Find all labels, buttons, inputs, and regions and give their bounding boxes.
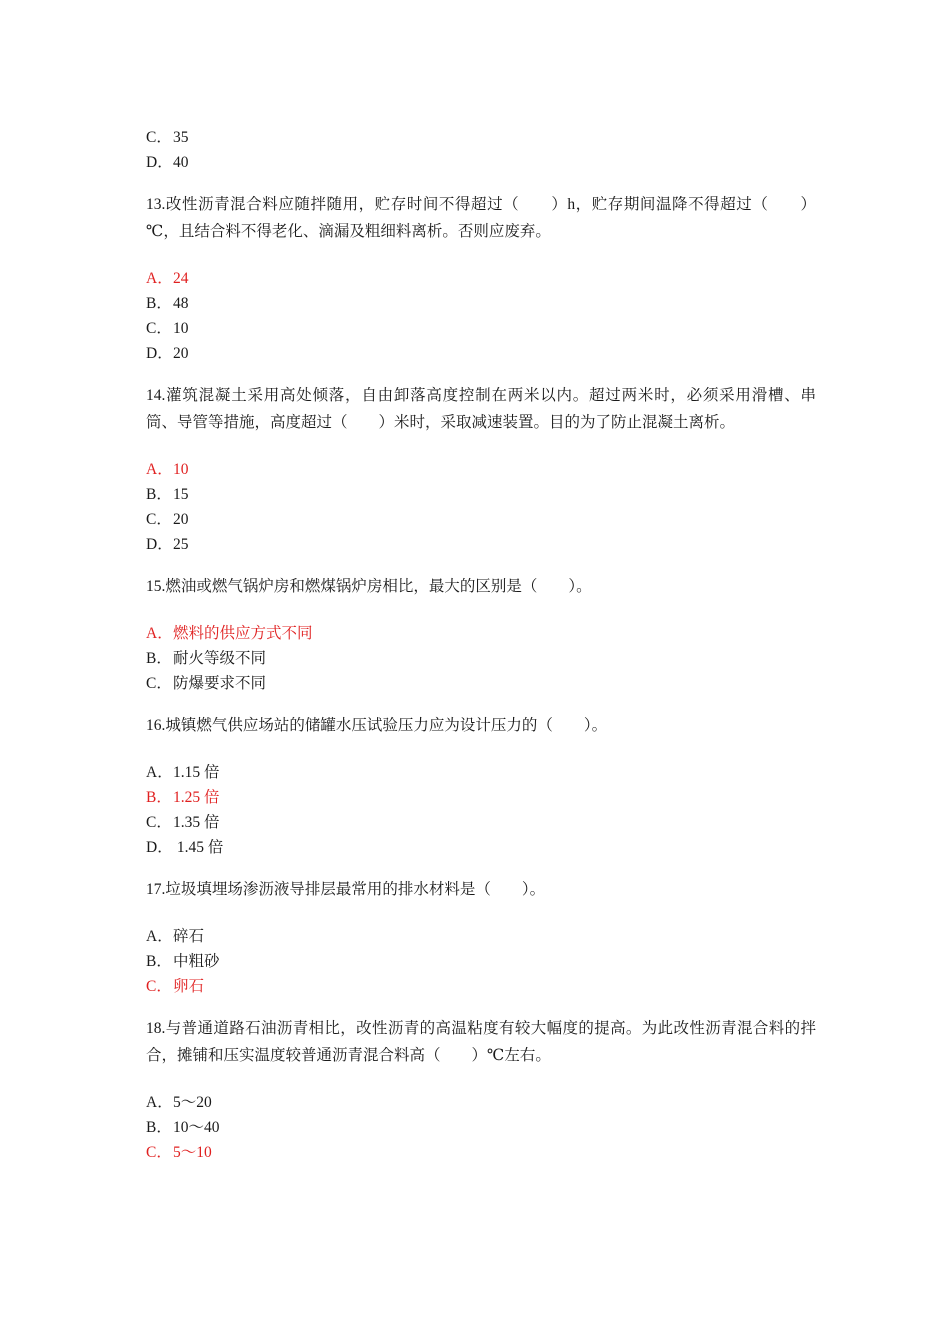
option-list	[146, 621, 816, 696]
option-list	[146, 1090, 816, 1165]
option-d: D．40	[146, 154, 189, 171]
option: B．15	[146, 486, 189, 503]
option-list	[146, 760, 816, 860]
question-text: 18.与普通道路石油沥青相比，改性沥青的高温粘度有较大幅度的提高。为此改性沥青混合料的拌合，摊铺和压实温度较普通沥青混合料高（ ）℃左右。	[146, 1020, 816, 1064]
question-text: 14.灌筑混凝土采用高处倾落，自由卸落高度控制在两米以内。超过两米时，必须采用滑槽、串筒、导管等措施，高度超过（ ）米时，采取减速装置。目的为了防止混凝土离析。	[146, 387, 816, 431]
question-list	[146, 191, 816, 1165]
option-list	[146, 924, 816, 999]
option-c: C．35	[146, 129, 189, 146]
option: C．10	[146, 320, 189, 337]
option: C．防爆要求不同	[146, 675, 267, 692]
option-list	[146, 266, 816, 366]
option: A．5～20	[146, 1094, 212, 1111]
option: D． 1.45 倍	[146, 839, 224, 856]
option: A．1.15 倍	[146, 764, 220, 781]
question-text: 17.垃圾填埋场渗沥液导排层最常用的排水材料是（ ）。	[146, 881, 546, 898]
option: C．20	[146, 511, 189, 528]
document-page	[146, 125, 816, 1165]
question-text: 16.城镇燃气供应场站的储罐水压试验压力应为设计压力的（ ）。	[146, 717, 608, 734]
top-options	[146, 125, 816, 175]
option: B．48	[146, 295, 189, 312]
option: C．1.35 倍	[146, 814, 220, 831]
option: A．碎石	[146, 928, 205, 945]
option: B．耐火等级不同	[146, 650, 267, 667]
option: D．20	[146, 345, 189, 362]
option-correct: C．卵石	[146, 978, 205, 995]
option-correct: A．24	[146, 270, 189, 287]
question-text: 15.燃油或燃气锅炉房和燃煤锅炉房相比，最大的区别是（ ）。	[146, 578, 592, 595]
option-correct: C．5～10	[146, 1144, 212, 1161]
option-correct: A．10	[146, 461, 189, 478]
option-correct: B．1.25 倍	[146, 789, 220, 806]
option: B．10～40	[146, 1119, 220, 1136]
option-list	[146, 457, 816, 557]
question-text: 13.改性沥青混合料应随拌随用，贮存时间不得超过（ ）h，贮存期间温降不得超过（ ）℃，且结合料不得老化、滴漏及粗细料离析。否则应废弃。	[146, 196, 816, 240]
option-correct: A．燃料的供应方式不同	[146, 625, 313, 642]
option: D．25	[146, 536, 189, 553]
option: B．中粗砂	[146, 953, 220, 970]
